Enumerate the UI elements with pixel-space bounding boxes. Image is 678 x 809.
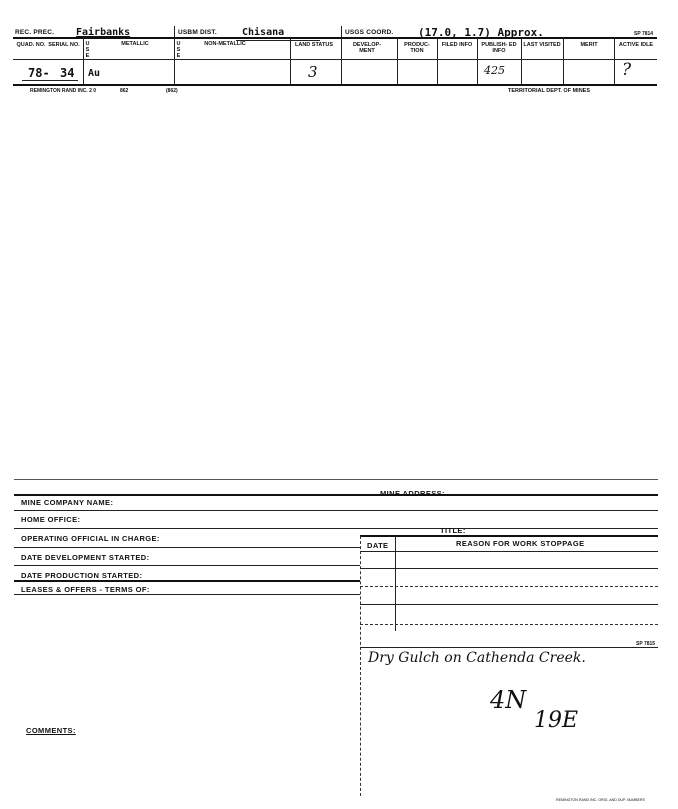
col-last-visited: LAST VISITED bbox=[523, 42, 561, 48]
mine-address-label: MINE ADDRESS: bbox=[380, 489, 445, 498]
bottom-form-number: SP 7815 bbox=[636, 641, 656, 647]
published-value: 425 bbox=[484, 64, 505, 77]
metallic-value: Au bbox=[88, 68, 101, 79]
top-footer-mid-a: 862 bbox=[120, 88, 129, 94]
col-land-status: LAND STATUS bbox=[295, 42, 333, 48]
handwritten-coord-1: 4N bbox=[490, 686, 527, 714]
bottom-footer-text: REMINGTON RAND INC. ORIG. AND DUP. NUMBERS bbox=[556, 798, 645, 802]
col-merit: MERIT bbox=[580, 42, 598, 48]
col-use-2: U S E bbox=[176, 41, 181, 59]
date-production-label: DATE PRODUCTION STARTED: bbox=[21, 571, 143, 580]
home-office-label: HOME OFFICE: bbox=[21, 515, 81, 524]
col-serial-no: SERIAL NO. bbox=[48, 42, 80, 48]
title-label: TITLE: bbox=[440, 526, 466, 535]
quad-value: 78- bbox=[28, 66, 50, 80]
serial-value: 34 bbox=[60, 66, 75, 80]
col-use-1: U S E bbox=[85, 41, 90, 59]
usgs-coord-value: (17.0, 1.7) Approx. bbox=[418, 26, 544, 39]
leases-offers-label: LEASES & OFFERS - TERMS OF: bbox=[21, 585, 150, 594]
comments-label: COMMENTS: bbox=[26, 726, 76, 735]
top-footer-mid-b: (862) bbox=[166, 88, 178, 94]
rec-prec-label: REC. PREC. bbox=[15, 29, 55, 36]
usbm-dist-value: Chisana bbox=[242, 27, 285, 38]
col-metallic: METALLIC bbox=[121, 41, 149, 47]
operating-official-label: OPERATING OFFICIAL IN CHARGE: bbox=[21, 534, 160, 543]
land-status-value: 3 bbox=[308, 63, 318, 81]
rec-prec-value: Fairbanks bbox=[76, 27, 131, 38]
date-col-label: DATE bbox=[367, 541, 389, 550]
reason-col-label: REASON FOR WORK STOPPAGE bbox=[456, 539, 585, 548]
col-published-info: PUBLISH- ED INFO bbox=[481, 42, 517, 54]
top-footer-right: TERRITORIAL DEPT. OF MINES bbox=[508, 88, 590, 94]
top-form-number: SP 7814 bbox=[634, 31, 654, 37]
mine-company-label: MINE COMPANY NAME: bbox=[21, 498, 114, 507]
col-filed-info: FILED INFO bbox=[441, 42, 473, 48]
col-production: PRODUC- TION bbox=[404, 42, 430, 54]
col-non-metallic: NON-METALLIC bbox=[204, 41, 246, 47]
handwritten-location: Dry Gulch on Cathenda Creek. bbox=[368, 650, 586, 666]
col-active-idle: ACTIVE IDLE bbox=[618, 42, 654, 48]
active-idle-value: ? bbox=[622, 60, 632, 80]
col-development: DEVELOP- MENT bbox=[352, 42, 382, 54]
top-footer-left: REMINGTON RAND INC. 2 0 bbox=[30, 88, 97, 94]
col-quad-no: QUAD. NO. bbox=[16, 42, 46, 48]
handwritten-coord-2: 19E bbox=[534, 708, 579, 733]
usbm-dist-label: USBM DIST. bbox=[178, 29, 217, 36]
date-development-label: DATE DEVELOPMENT STARTED: bbox=[21, 553, 150, 562]
usgs-coord-label: USGS COORD. bbox=[345, 29, 394, 36]
